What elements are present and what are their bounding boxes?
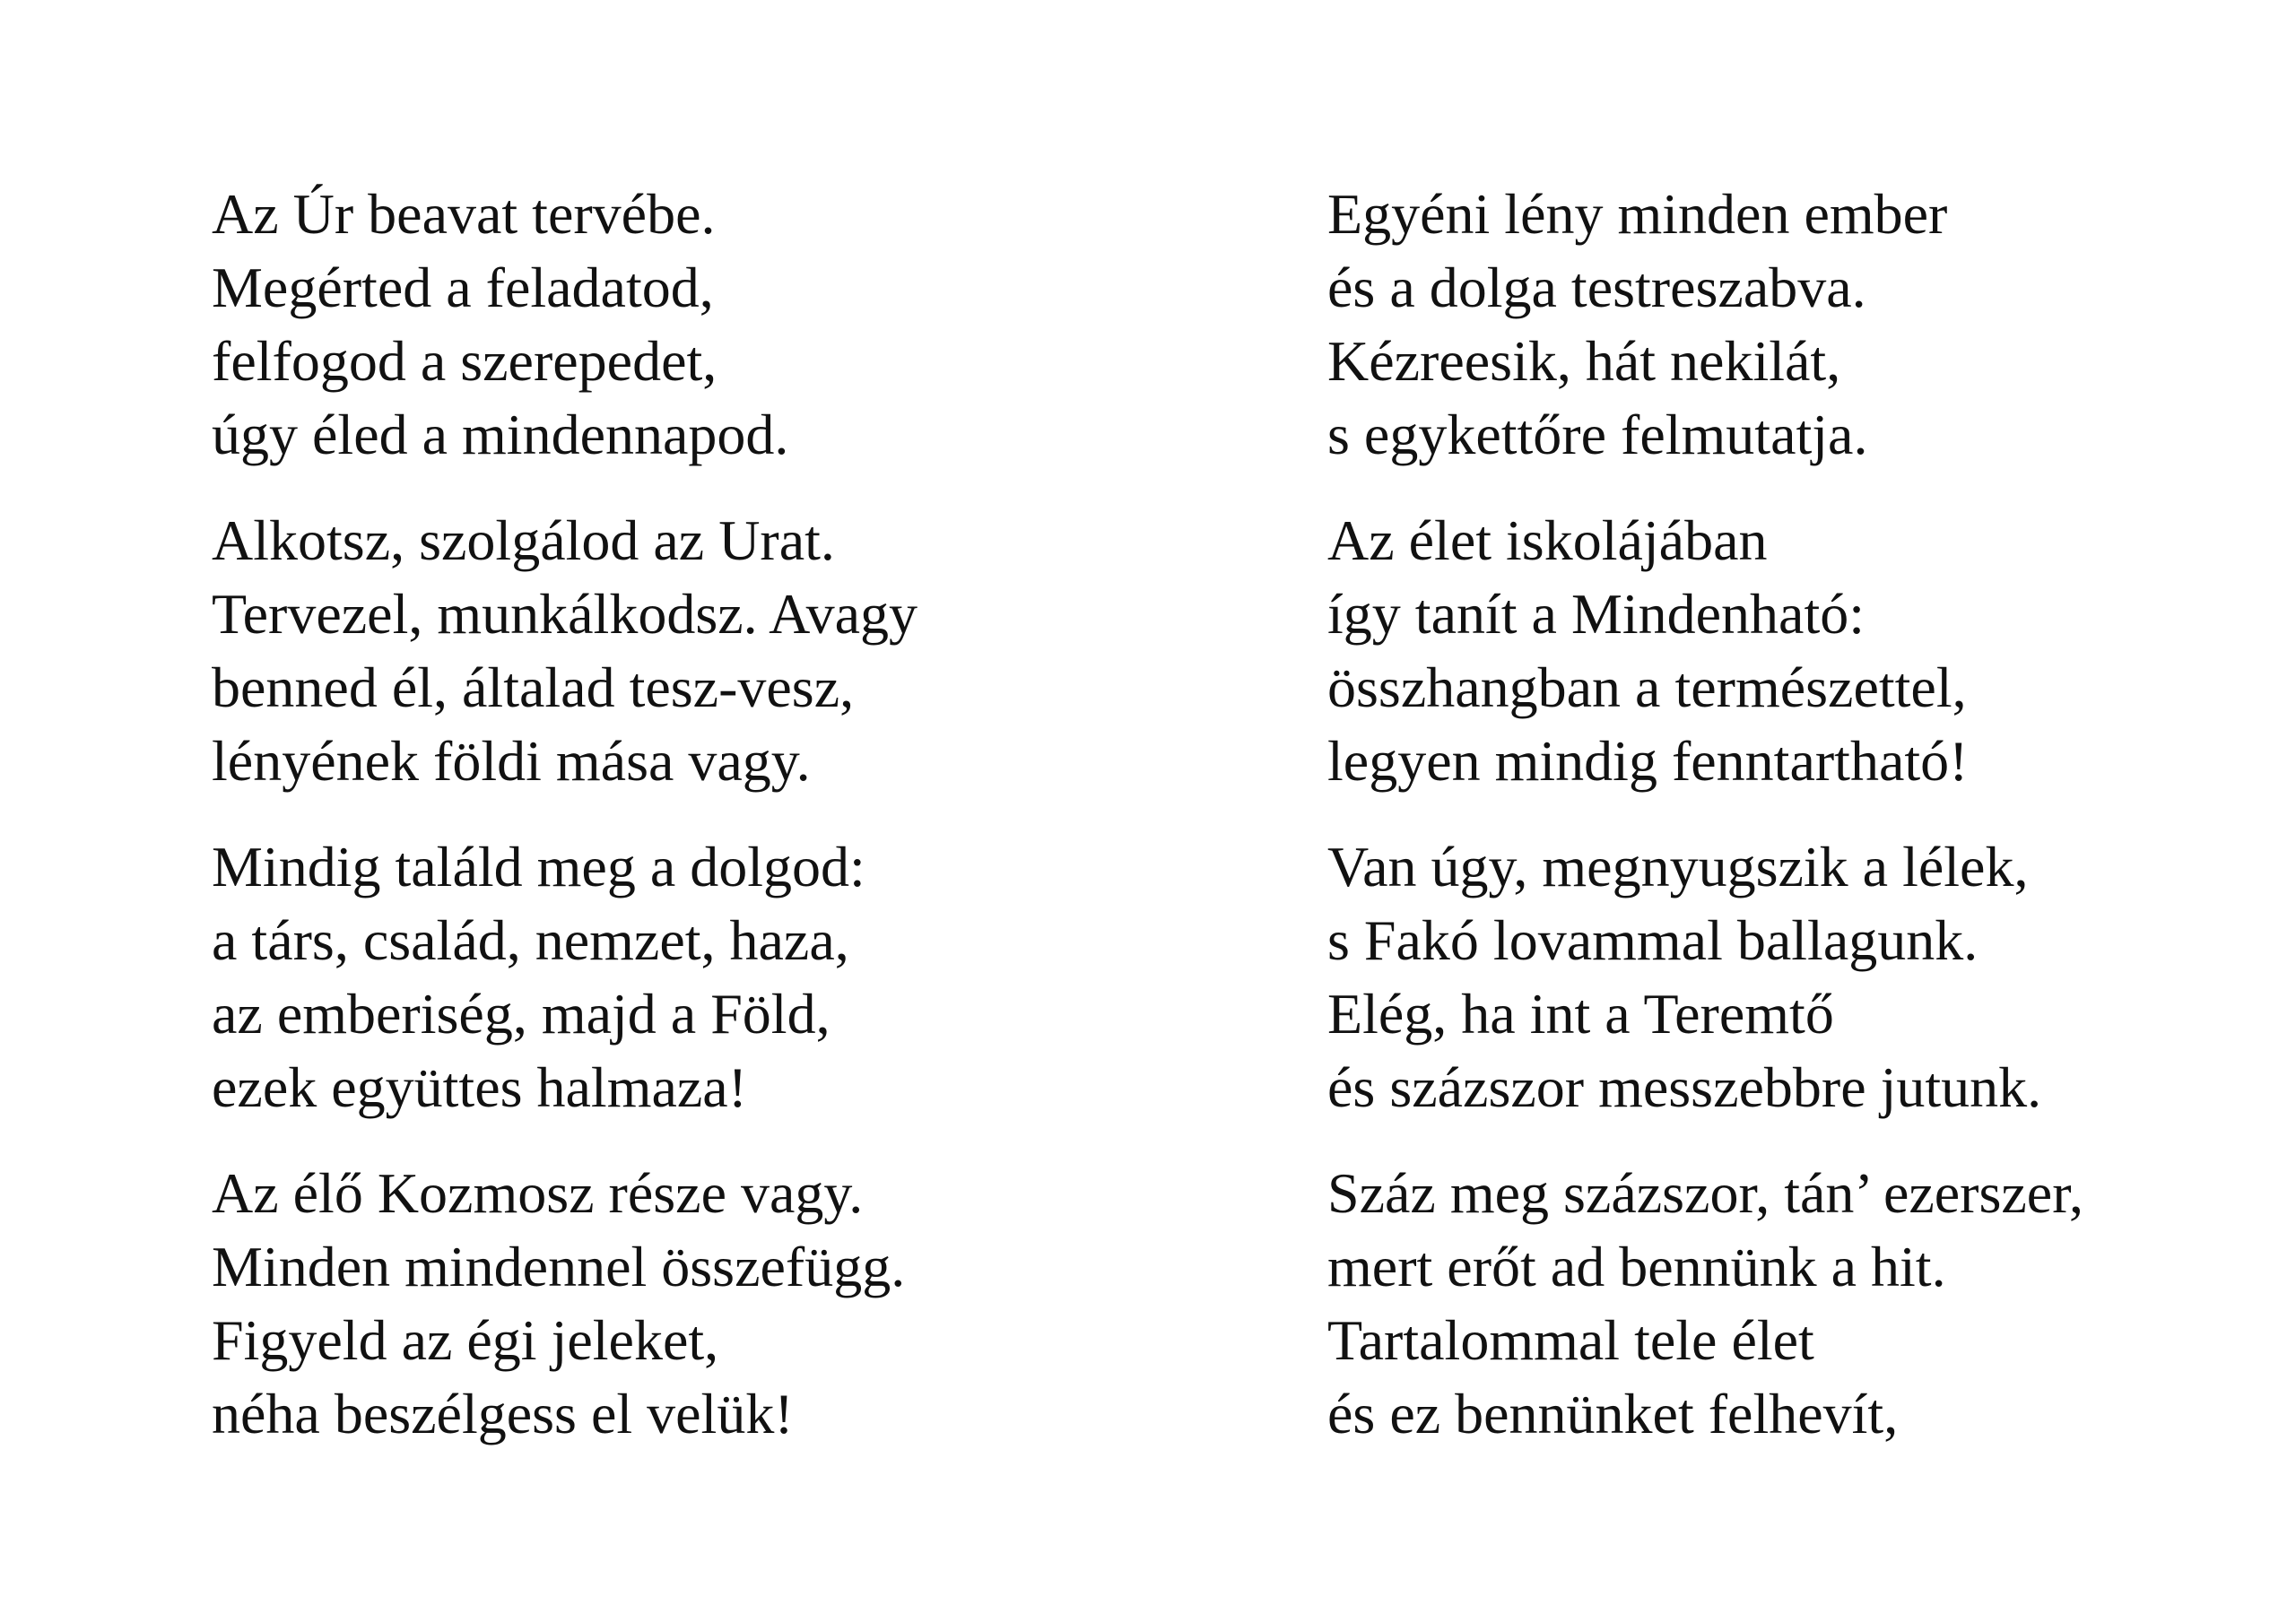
poem-line: Megérted a feladatod, xyxy=(212,256,714,319)
poem-line: Minden mindennel összefügg. xyxy=(212,1235,906,1298)
stanza-3 xyxy=(212,830,1109,1124)
poem-line: Figyeld az égi jeleket, xyxy=(212,1308,719,1372)
poem-line: Kézreesik, hát nekilát, xyxy=(1327,329,1841,393)
poem-line: és a dolga testreszabva. xyxy=(1327,256,1866,319)
poem-line: Az élő Kozmosz része vagy. xyxy=(212,1161,864,1225)
poem-line: Az Úr beavat tervébe. xyxy=(212,182,716,246)
poem-line: Elég, ha int a Teremtő xyxy=(1327,982,1834,1046)
poem-line: és százszor messzebbre jutunk. xyxy=(1327,1055,2042,1119)
stanza-6 xyxy=(1327,504,2224,798)
poem-line: s egykettőre felmutatja. xyxy=(1327,403,1868,466)
poem-line: Az élet iskolájában xyxy=(1327,508,1768,572)
poem-line: s Fakó lovammal ballagunk. xyxy=(1327,908,1979,972)
stanza-1 xyxy=(212,178,1109,472)
poem-line: és ez bennünket felhevít, xyxy=(1327,1382,1899,1445)
poem-line: benned él, általad tesz-vesz, xyxy=(212,655,855,719)
poem-line: mert erőt ad bennünk a hit. xyxy=(1327,1235,1946,1298)
stanza-4 xyxy=(212,1157,1109,1451)
stanza-5 xyxy=(1327,178,2224,472)
poem-line: Száz meg százszor, tán’ ezerszer, xyxy=(1327,1161,2083,1225)
poem-line: Mindig találd meg a dolgod: xyxy=(212,835,865,898)
poem-line: Tervezel, munkálkodsz. Avagy xyxy=(212,582,918,646)
stanza-8 xyxy=(1327,1157,2224,1451)
poem-line: Egyéni lény minden ember xyxy=(1327,182,1948,246)
poem-line: úgy éled a mindennapod. xyxy=(212,403,789,466)
poem-line: Van úgy, megnyugszik a lélek, xyxy=(1327,835,2029,898)
stanza-2 xyxy=(212,504,1109,798)
left-column xyxy=(212,178,1109,1483)
poem-line: a társ, család, nemzet, haza, xyxy=(212,908,849,972)
poem-line: legyen mindig fenntartható! xyxy=(1327,729,1969,793)
poem-line: lényének földi mása vagy. xyxy=(212,729,811,793)
poem-line: így tanít a Mindenható: xyxy=(1327,582,1865,646)
poem-line: néha beszélgess el velük! xyxy=(212,1382,794,1445)
poem-line: összhangban a természettel, xyxy=(1327,655,1967,719)
poem-line: az emberiség, majd a Föld, xyxy=(212,982,831,1046)
poem-line: Tartalommal tele élet xyxy=(1327,1308,1814,1372)
poem-line: ezek együttes halmaza! xyxy=(212,1055,747,1119)
right-column xyxy=(1327,178,2224,1483)
stanza-7 xyxy=(1327,830,2224,1124)
poem-line: Alkotsz, szolgálod az Urat. xyxy=(212,508,835,572)
poem-line: felfogod a szerepedet, xyxy=(212,329,718,393)
